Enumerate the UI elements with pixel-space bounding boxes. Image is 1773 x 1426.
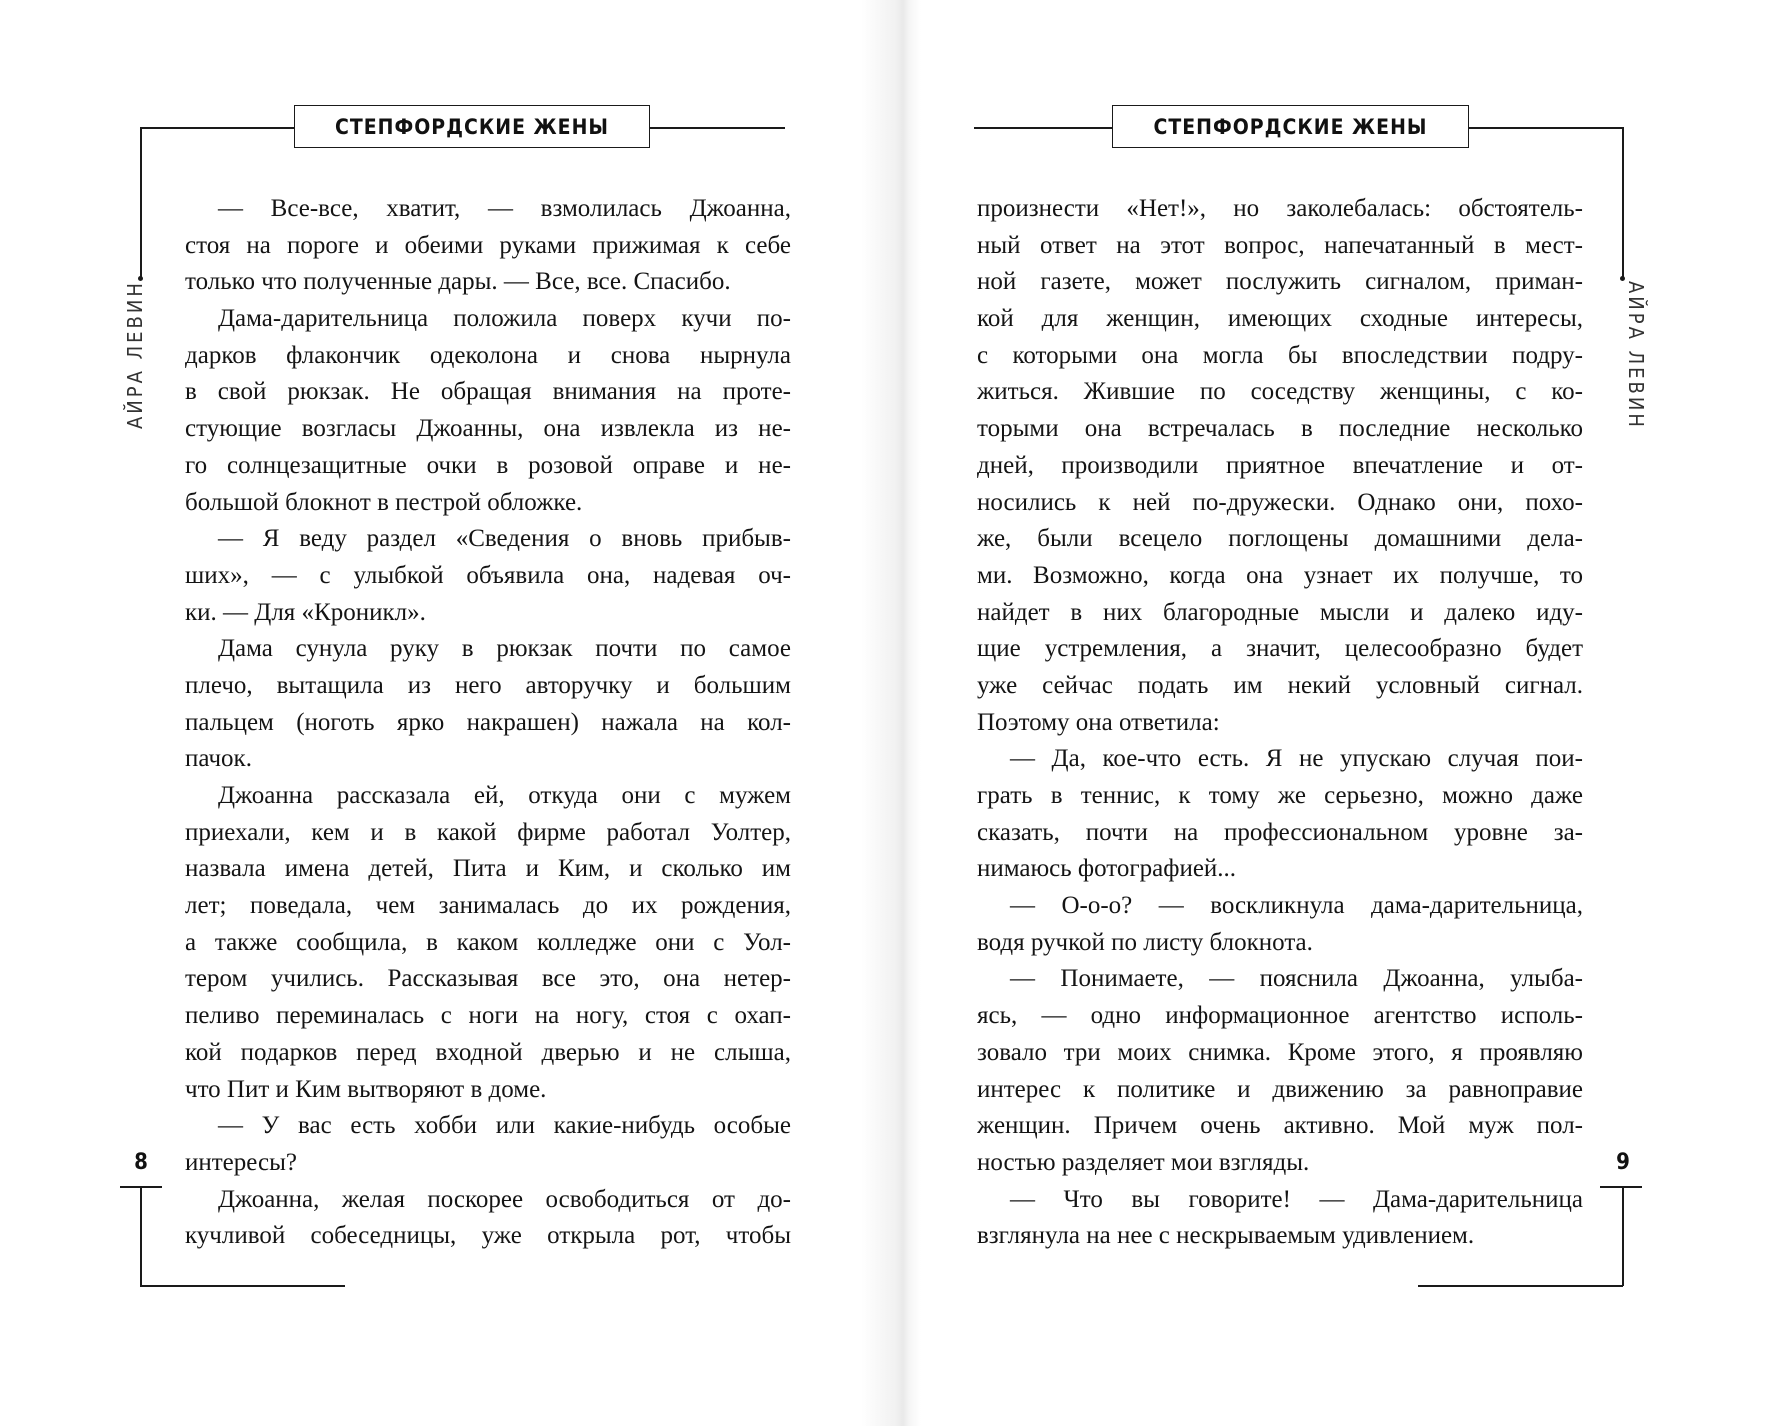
text-line: плечо, вытащила из него авторучку и большим <box>185 671 791 699</box>
right-footer-short-rule <box>1600 1186 1642 1188</box>
left-running-head <box>294 105 650 148</box>
text-line: стующие возгласы Джоанны, она извлекла из не- <box>185 415 791 443</box>
text-line: найдет в них благородные мысли и далеко иду- <box>977 598 1583 626</box>
page-gutter <box>861 0 921 1426</box>
left-running-head-title: СТЕПФОРДСКИЕ ЖЕНЫ <box>335 114 609 139</box>
text-line: стоя на пороге и обеими руками прижимая к себе <box>185 231 791 259</box>
right-frame-bottom-vertical <box>1622 1186 1624 1286</box>
text-line: назвала имена детей, Пита и Ким, и сколько им <box>185 855 791 883</box>
text-line: сказать, почти на профессиональном уровне за- <box>977 818 1583 846</box>
text-line: — Да, кое-что есть. Я не упускаю случая пои- <box>1010 745 1583 773</box>
text-line: же, были всецело поглощены домашними дела- <box>977 525 1583 553</box>
text-line: интересы? <box>185 1148 297 1176</box>
right-author-name <box>1621 280 1651 430</box>
text-line: зовало три моих снимка. Кроме этого, я проявляю <box>977 1038 1583 1066</box>
text-line: Джоанна, желая поскорее освободиться от до- <box>218 1185 791 1213</box>
text-line: носились к ней по-дружески. Однако они, похо- <box>977 488 1583 516</box>
text-line: ной газете, может послужить сигналом, приман- <box>977 268 1583 296</box>
text-line: кучливой собеседницы, уже открыла рот, чтобы <box>185 1222 791 1250</box>
text-line: кой для женщин, имеющих сходные интересы, <box>977 305 1583 333</box>
text-line: — Что вы говорите! — Дама-дарительница <box>1010 1185 1583 1213</box>
text-line: ки. — Для «Кроникл». <box>185 598 426 626</box>
text-line: взглянула на нее с нескрываемым удивлением. <box>977 1222 1475 1250</box>
text-line: женщин. Причем очень активно. Мой муж пол- <box>977 1112 1583 1140</box>
right-frame-top-vertical <box>1622 127 1624 277</box>
text-line: — У вас есть хобби или какие-нибудь особые <box>218 1112 791 1140</box>
left-author-name-text: АЙРА ЛЕВИН <box>123 280 147 430</box>
text-line: интерес к политике и движению за равноправие <box>977 1075 1583 1103</box>
text-line: ный ответ на этот вопрос, напечатанный в мест- <box>977 231 1583 259</box>
text-line: дней, производили приятное впечатление и от- <box>977 451 1583 479</box>
text-line: в свой рюкзак. Не обращая внимания на протe- <box>185 378 791 406</box>
text-line: большой блокнот в пестрой обложке. <box>185 488 583 516</box>
text-line: Дама-дарительница положила поверх кучи по- <box>218 305 791 333</box>
text-line: Дама сунула руку в рюкзак почти по самое <box>218 635 791 663</box>
text-line: го солнцезащитные очки в розовой оправе и не- <box>185 451 791 479</box>
text-line: с которыми она могла бы впоследствии подру- <box>977 341 1583 369</box>
text-line: ми. Возможно, когда она узнает их получше, то <box>977 561 1583 589</box>
text-line: торыми она встречалась в последние несколько <box>977 415 1583 443</box>
text-line: ших», — с улыбкой объявила она, надевая оч- <box>185 561 791 589</box>
text-line: ностью разделяет мои взгляды. <box>977 1148 1310 1176</box>
right-page-number: 9 <box>1616 1150 1630 1175</box>
text-line: щие устремления, а значит, целесообразно будет <box>977 635 1583 663</box>
text-line: тером учились. Рассказывая все это, она нетер- <box>185 965 791 993</box>
text-line: — О-о-о? — воскликнула дама-дарительница, <box>1010 892 1583 920</box>
text-line: пачок. <box>185 745 252 773</box>
text-line: ясь, — одно информационное агентство исполь- <box>977 1002 1583 1030</box>
text-line: что Пит и Ким вытворяют в доме. <box>185 1075 547 1103</box>
text-line: Поэтому она ответила: <box>977 708 1220 736</box>
text-line: — Понимаете, — пояснила Джоанна, улыба- <box>1010 965 1583 993</box>
text-line: пеливо переминалась с ноги на ногу, стоя с охап- <box>185 1002 791 1030</box>
text-line: нимаюсь фотографией... <box>977 855 1237 883</box>
right-footer-rule <box>1418 1285 1623 1287</box>
left-page-text <box>185 191 791 1255</box>
text-line: приехали, кем и в какой фирме работал Уолтер, <box>185 818 791 846</box>
right-running-head-title: СТЕПФОРДСКИЕ ЖЕНЫ <box>1153 114 1428 139</box>
text-line: пальцем (ноготь ярко накрашен) нажала на кол- <box>185 708 791 736</box>
text-line: произнести «Нет!», но заколебалась: обстоятель- <box>977 195 1583 222</box>
right-running-head <box>1112 105 1469 148</box>
left-author-name <box>120 280 150 430</box>
text-line: грать в теннис, к тому же серьезно, можно даже <box>977 782 1583 809</box>
text-line: Джоанна рассказала ей, откуда они с мужем <box>218 782 791 809</box>
text-line: житься. Жившие по соседству женщины, с ко- <box>977 378 1583 406</box>
text-line: — Все-все, хватит, — взмолилась Джоанна, <box>218 195 791 222</box>
text-line: — Я веду раздел «Сведения о вновь прибыв- <box>218 525 791 553</box>
text-line: уже сейчас подать им некий условный сигнал. <box>977 671 1583 699</box>
text-line: только что полученные дары. — Все, все. Спасибо. <box>185 268 731 296</box>
left-frame-bottom-vertical <box>140 1186 142 1286</box>
right-author-name-text: АЙРА ЛЕВИН <box>1624 280 1648 430</box>
left-footer-rule <box>140 1285 345 1287</box>
left-frame-top-vertical <box>140 127 142 277</box>
text-line: а также сообщила, в каком колледже они с Уол- <box>185 928 791 956</box>
right-page-text <box>977 191 1583 1255</box>
text-line: водя ручкой по листу блокнота. <box>977 928 1313 956</box>
text-line: кой подарков перед входной дверью и не слыша, <box>185 1038 791 1066</box>
text-line: дарков флакончик одеколона и снова нырнула <box>185 341 791 369</box>
left-page-number: 8 <box>134 1150 148 1175</box>
text-line: лет; поведала, чем занималась до их рождения, <box>185 892 791 920</box>
